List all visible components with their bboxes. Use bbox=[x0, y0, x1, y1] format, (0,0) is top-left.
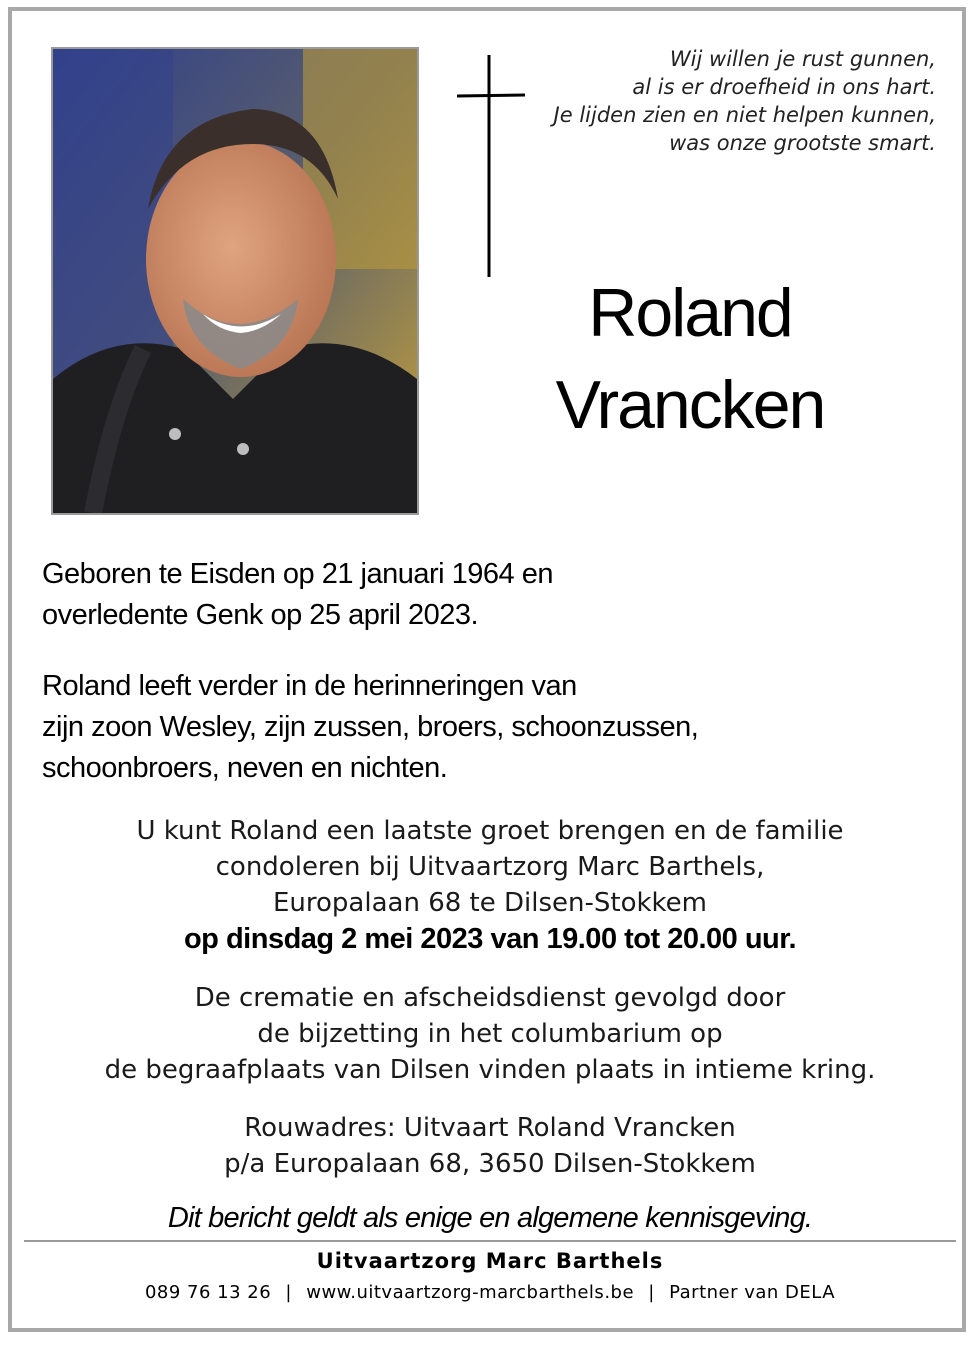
separator: | bbox=[648, 1282, 655, 1303]
poem-line: al is er droefheid in ons hart. bbox=[632, 75, 936, 99]
separator: | bbox=[285, 1282, 292, 1303]
birth-line: overledente Genk op 25 april 2023. bbox=[42, 599, 479, 631]
family-text bbox=[42, 666, 742, 789]
last-name: Vrancken bbox=[555, 367, 825, 443]
cremation-line: De crematie en afscheidsdienst gevolgd door bbox=[194, 983, 786, 1013]
visitation-line: condoleren bij Uitvaartzorg Marc Barthels, bbox=[215, 852, 765, 882]
cremation-line: de begraafplaats van Dilsen vinden plaats in intieme kring. bbox=[104, 1055, 876, 1085]
visitation-line: U kunt Roland een laatste groet brengen en de familie bbox=[136, 816, 844, 846]
poem-line: Je lijden zien en niet helpen kunnen, bbox=[553, 103, 936, 127]
contact-line bbox=[0, 1279, 980, 1307]
mourning-address bbox=[0, 1110, 980, 1182]
first-name: Roland bbox=[588, 275, 792, 351]
birth-text bbox=[42, 554, 742, 636]
website-link[interactable]: www.uitvaartzorg-marcbarthels.be bbox=[306, 1282, 635, 1303]
footer-divider bbox=[24, 1240, 956, 1242]
visitation-datetime: op dinsdag 2 mei 2023 van 19.00 tot 20.00 uur. bbox=[183, 923, 797, 955]
company-name: Uitvaartzorg Marc Barthels bbox=[316, 1249, 664, 1273]
cremation-line: de bijzetting in het columbarium op bbox=[257, 1019, 723, 1049]
family-line: zijn zoon Wesley, zijn zussen, broers, schoonzussen, bbox=[42, 711, 699, 743]
poem bbox=[516, 45, 936, 157]
visitation-text bbox=[0, 813, 980, 957]
partner-text: Partner van DELA bbox=[669, 1282, 836, 1303]
birth-line: Geboren te Eisden op 21 januari 1964 en bbox=[42, 558, 553, 590]
poem-line: was onze grootste smart. bbox=[669, 131, 936, 155]
address-line: p/a Europalaan 68, 3650 Dilsen-Stokkem bbox=[224, 1149, 756, 1179]
portrait-photo bbox=[51, 47, 419, 515]
family-line: Roland leeft verder in de herinneringen van bbox=[42, 670, 577, 702]
visitation-line: Europalaan 68 te Dilsen-Stokkem bbox=[273, 888, 707, 918]
notice-text: Dit bericht geldt als enige en algemene kennisgeving. bbox=[167, 1202, 813, 1234]
family-line: schoonbroers, neven en nichten. bbox=[42, 752, 448, 784]
address-line: Rouwadres: Uitvaart Roland Vrancken bbox=[244, 1113, 736, 1143]
phone-number: 089 76 13 26 bbox=[144, 1282, 272, 1303]
cremation-text bbox=[0, 980, 980, 1088]
poem-line: Wij willen je rust gunnen, bbox=[669, 47, 936, 71]
